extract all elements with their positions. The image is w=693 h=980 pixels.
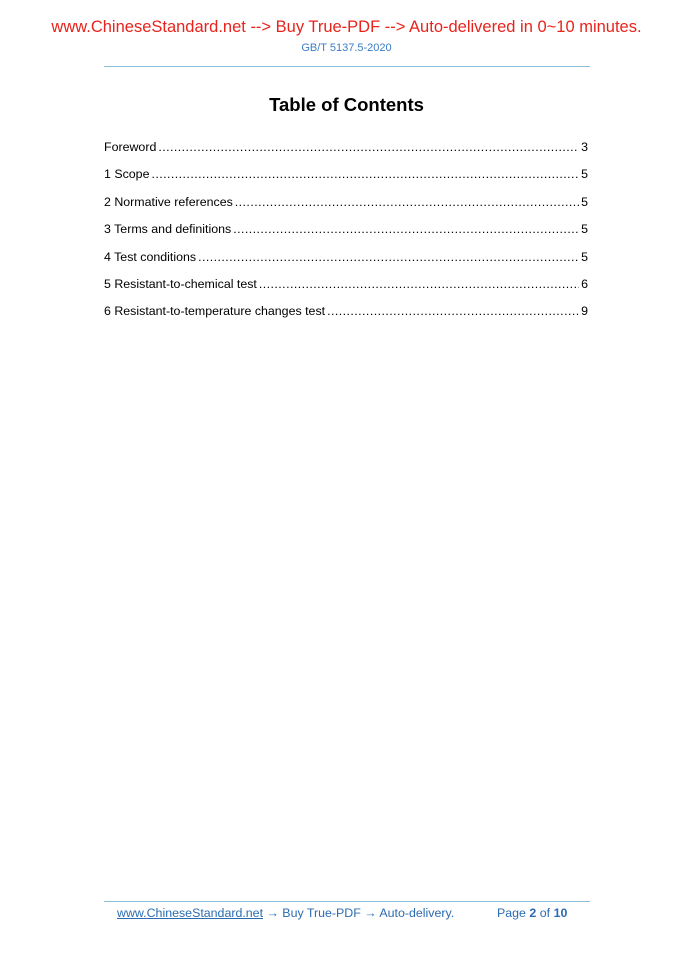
total-page-count: 10 xyxy=(553,906,568,920)
toc-dot-leader xyxy=(233,221,579,237)
toc-entry-page: 6 xyxy=(581,276,588,291)
toc-entry-page: 5 xyxy=(581,167,588,182)
header-divider xyxy=(104,66,590,67)
footer-delivery-text: → Buy True-PDF → Auto-delivery. xyxy=(263,906,455,920)
toc-title: Table of Contents xyxy=(269,94,424,115)
toc-entry-page: 5 xyxy=(581,222,588,237)
toc-entry-label: 3 Terms and definitions xyxy=(104,222,232,237)
toc-entry-page: 5 xyxy=(581,249,588,264)
toc-entry-label: 4 Test conditions xyxy=(104,249,197,264)
toc-entry-label: Foreword xyxy=(104,140,157,154)
toc-entry-scope[interactable] xyxy=(104,166,588,193)
page-of-label: of xyxy=(539,906,551,920)
toc-entry-label: 5 Resistant-to-chemical test xyxy=(104,276,257,291)
toc-entry-normative-references[interactable] xyxy=(104,194,588,221)
page-indicator xyxy=(497,906,567,920)
page-footer xyxy=(117,906,587,920)
toc-dot-leader xyxy=(158,139,579,155)
toc-dot-leader xyxy=(151,166,579,182)
toc-entry-test-conditions[interactable] xyxy=(104,249,588,276)
header-banner: www.ChineseStandard.net --> Buy True-PDF --> Auto-delivered in 0~10 minutes. xyxy=(51,18,642,36)
toc-dot-leader xyxy=(327,303,579,319)
toc-entry-label: 1 Scope xyxy=(104,167,150,182)
toc-entry-label: 2 Normative references xyxy=(104,194,233,209)
toc-entry-label: 6 Resistant-to-temperature changes test xyxy=(104,304,326,319)
toc-dot-leader xyxy=(259,276,579,292)
toc-entry-page: 5 xyxy=(581,194,588,209)
toc-entry-page: 3 xyxy=(581,140,588,154)
toc-dot-leader xyxy=(235,194,579,210)
document-code: GB/T 5137.5-2020 xyxy=(301,42,392,54)
toc-entry-foreword[interactable] xyxy=(104,139,588,166)
toc-entry-resistant-to-temperature-changes-test[interactable] xyxy=(104,303,588,330)
page-label: Page xyxy=(497,906,526,920)
footer-divider xyxy=(104,901,590,902)
footer-site-link[interactable]: www.ChineseStandard.net xyxy=(117,906,264,920)
current-page-number: 2 xyxy=(529,906,537,920)
toc-entry-terms-and-definitions[interactable] xyxy=(104,221,588,248)
table-of-contents xyxy=(104,139,588,331)
toc-dot-leader xyxy=(198,249,579,265)
toc-entry-page: 9 xyxy=(581,304,588,319)
toc-entry-resistant-to-chemical-test[interactable] xyxy=(104,276,588,303)
